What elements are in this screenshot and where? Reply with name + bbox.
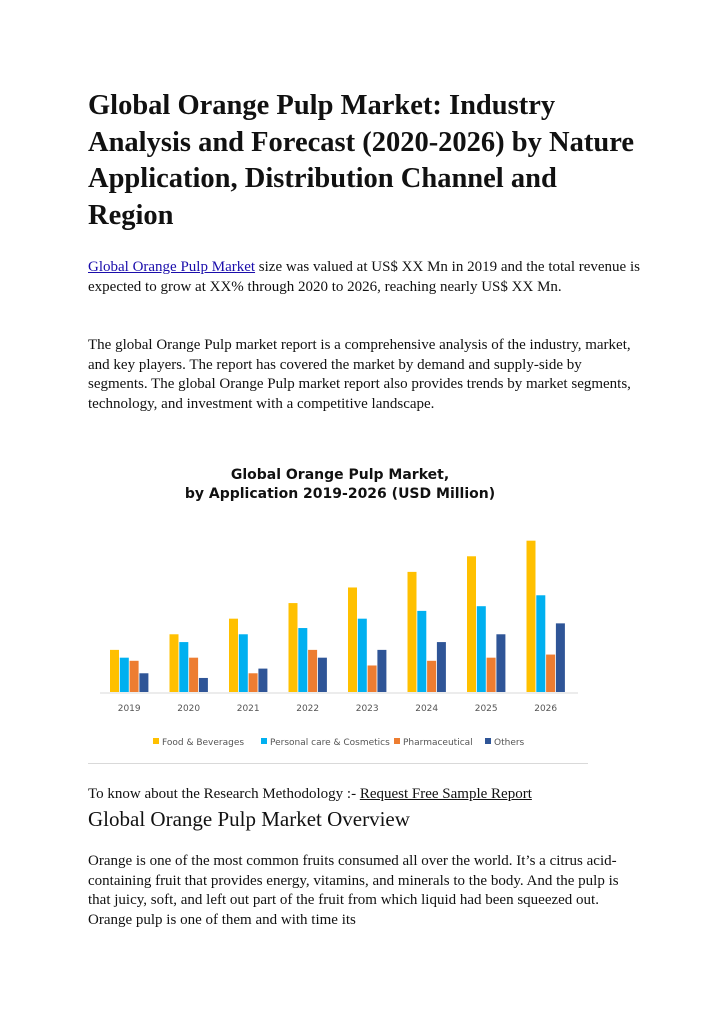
bar-2026-others (556, 623, 565, 692)
legend-swatch-2 (394, 738, 400, 744)
legend-swatch-3 (485, 738, 491, 744)
bar-2021-personal-care-cosmetics (239, 634, 248, 692)
bar-2024-pharmaceutical (427, 661, 436, 692)
legend-swatch-0 (153, 738, 159, 744)
bar-2022-pharmaceutical (308, 650, 317, 692)
bar-2021-others (258, 669, 267, 692)
bar-2022-others (318, 658, 327, 692)
bar-2023-others (377, 650, 386, 692)
x-tick-2025: 2025 (474, 704, 498, 714)
bar-2025-pharmaceutical (487, 658, 496, 692)
bar-2019-pharmaceutical (130, 661, 139, 692)
x-tick-2024: 2024 (415, 704, 439, 714)
bar-2020-personal-care-cosmetics (179, 642, 188, 692)
research-methodology-line (88, 785, 532, 804)
bar-2024-food-beverages (408, 572, 417, 692)
bar-2020-food-beverages (170, 634, 179, 692)
x-tick-2021: 2021 (236, 704, 260, 714)
overview-heading: Global Orange Pulp Market Overview (88, 807, 410, 831)
request-sample-link[interactable]: Request Free Sample Report (359, 786, 532, 802)
report-description-paragraph: The global Orange Pulp market report is a comprehensive analysis of the industry, market, and key players. The report has covered the market by demand and supply-side by segments. The global Orange Pulp market report also provides trends by market segments, technology, and investment with a competitive landscape. (88, 337, 631, 412)
intro-paragraph (88, 258, 644, 297)
x-tick-2019: 2019 (117, 704, 141, 714)
bars (110, 541, 565, 692)
bar-2022-personal-care-cosmetics (298, 628, 307, 692)
bar-2025-personal-care-cosmetics (477, 606, 486, 692)
bar-2023-food-beverages (348, 587, 357, 692)
legend-label-3: Others (494, 738, 525, 748)
bar-2019-others (139, 673, 148, 692)
x-tick-2022: 2022 (296, 704, 320, 714)
chart-subtitle: by Application 2019-2026 (USD Million) (184, 486, 496, 502)
legend-label-2: Pharmaceutical (403, 738, 473, 748)
bar-2021-food-beverages (229, 619, 238, 692)
bar-2022-food-beverages (289, 603, 298, 692)
bar-2024-personal-care-cosmetics (417, 611, 426, 692)
chart-legend (153, 738, 525, 748)
intro-text: size was valued at US$ XX Mn in 2019 and the total revenue is expected to grow at XX% through 2020 to 2026, reaching nearly US$ XX Mn. (88, 259, 640, 295)
x-tick-2020: 2020 (177, 704, 201, 714)
market-link[interactable]: Global Orange Pulp Market (88, 259, 256, 275)
legend-label-1: Personal care & Cosmetics (270, 738, 390, 748)
document-title: Global Orange Pulp Market: Industry Analysis and Forecast (2020-2026) by Nature Application, Distribution Channel and Region (88, 90, 634, 231)
bar-2024-others (437, 642, 446, 692)
bar-2019-personal-care-cosmetics (120, 658, 129, 692)
bar-2021-pharmaceutical (249, 673, 258, 692)
chart-title: Global Orange Pulp Market, (230, 467, 450, 483)
bar-2023-personal-care-cosmetics (358, 619, 367, 692)
bar-2026-food-beverages (527, 541, 536, 692)
bar-2020-pharmaceutical (189, 658, 198, 692)
overview-paragraph: Orange is one of the most common fruits consumed all over the world. It’s a citrus acid-containing fruit that provides energy, vitamins, and minerals to the body. And the pulp is that juicy, soft, and left out part of the fruit from which liquid had been squeezed out. Orange pulp is one of them and with time its (88, 853, 619, 928)
bar-2025-food-beverages (467, 556, 476, 692)
legend-label-0: Food & Beverages (162, 738, 245, 748)
x-tick-2023: 2023 (355, 704, 379, 714)
bar-2026-personal-care-cosmetics (536, 595, 545, 692)
bar-2023-pharmaceutical (368, 665, 377, 692)
x-tick-labels (118, 704, 558, 714)
application-bar-chart (80, 455, 600, 755)
bar-2019-food-beverages (110, 650, 119, 692)
bar-2026-pharmaceutical (546, 655, 555, 692)
legend-swatch-1 (261, 738, 267, 744)
bar-2020-others (199, 678, 208, 692)
section-divider (88, 763, 588, 764)
x-tick-2026: 2026 (534, 704, 558, 714)
bar-2025-others (496, 634, 505, 692)
request-prefix: To know about the Research Methodology :- (88, 786, 360, 802)
